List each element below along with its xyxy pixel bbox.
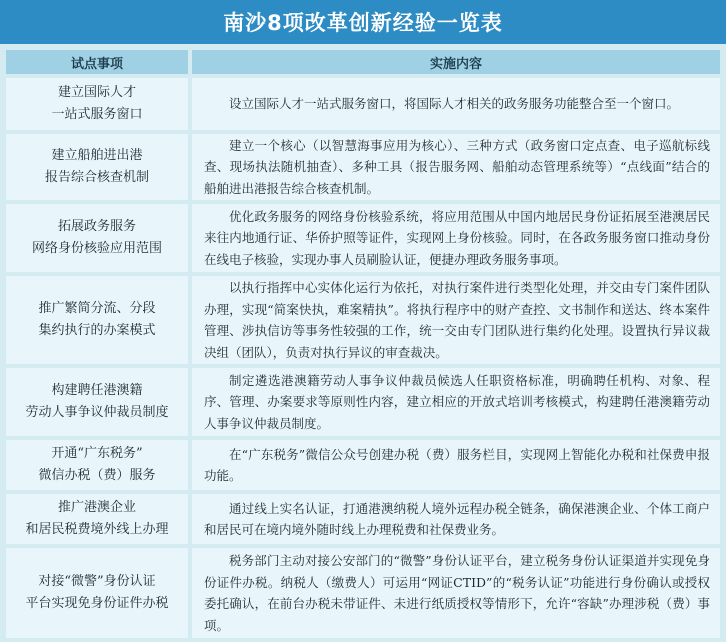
row-content: 优化政务服务的网络身份核验系统，将应用范围从中国内地居民身份证拓展至港澳居民来往内地通行证、华侨护照等证件，实现网上身份核验。同时，在各政务服务窗口推动身份在线电子核验，实现办事人员刷脸认证，便捷办理政务服务事项。 — [192, 204, 720, 272]
row-item: 拓展政务服务 网络身份核验应用范围 — [6, 204, 188, 272]
table-row — [6, 134, 720, 200]
title-bar — [0, 0, 726, 44]
row-content: 在“广东税务”微信公众号创建办税（费）服务栏目，实现网上智能化办税和社保费申报功能。 — [192, 440, 720, 490]
row-content: 建立一个核心（以智慧海事应用为核心）、三种方式（政务窗口定点查、电子巡航标线查、现场执法随机抽查）、多种工具（报告服务网、船舶动态管理系统等）“点线面”结合的船舶进出港报告综合核查机制。 — [192, 134, 720, 200]
row-item: 构建聘任港澳籍 劳动人事争议仲裁员制度 — [6, 368, 188, 436]
header-content: 实施内容 — [192, 50, 720, 74]
table-row — [6, 548, 720, 638]
row-item: 推广港澳企业 和居民税费境外线上办理 — [6, 494, 188, 544]
row-content: 通过线上实名认证，打通港澳纳税人境外远程办税全链条，确保港澳企业、个体工商户和居民可在境内境外随时线上办理税费和社保费业务。 — [192, 494, 720, 544]
table-row — [6, 204, 720, 272]
row-item: 建立船舶进出港 报告综合核查机制 — [6, 134, 188, 200]
table-row — [6, 494, 720, 544]
row-item: 推广繁简分流、分段 集约执行的办案模式 — [6, 276, 188, 364]
row-item: 建立国际人才 一站式服务窗口 — [6, 78, 188, 130]
table-row — [6, 276, 720, 364]
row-content: 设立国际人才一站式服务窗口，将国际人才相关的政务服务功能整合至一个窗口。 — [192, 78, 720, 130]
table-row — [6, 440, 720, 490]
table-row — [6, 368, 720, 436]
row-content: 制定遴选港澳籍劳动人事争议仲裁员候选人任职资格标准，明确聘任机构、对象、程序、管理、办案要求等原则性内容，建立相应的开放式培训考核模式，构建聘任港澳籍劳动人事争议仲裁员制度。 — [192, 368, 720, 436]
row-item: 开通“广东税务” 微信办税（费）服务 — [6, 440, 188, 490]
table-header — [6, 50, 720, 74]
row-content: 税务部门主动对接公安部门的“微警”身份认证平台，建立税务身份认证渠道并实现免身份证件办税。纳税人（缴费人）可运用“网证CTID”的“税务认证”功能进行身份确认或授权委托确认，在前台办税未带证件、未进行纸质授权等情形下，允许“容缺”办理涉税（费）事项。 — [192, 548, 720, 638]
header-pilot-item: 试点事项 — [6, 50, 188, 74]
row-content: 以执行指挥中心实体化运行为依托，对执行案件进行类型化处理，并交由专门案件团队办理，实现“简案快执，难案精执”。将执行程序中的财产查控、文书制作和送达、终本案件管理、涉执信访等事务性较强的工作，统一交由专门团队进行集约化处理。设置执行异议裁决组（团队），负责对执行异议的审查裁决。 — [192, 276, 720, 364]
table-row — [6, 78, 720, 130]
page-title: 南沙8项改革创新经验一览表 — [223, 11, 503, 35]
row-item: 对接“微警”身份认证 平台实现免身份证件办税 — [6, 548, 188, 638]
